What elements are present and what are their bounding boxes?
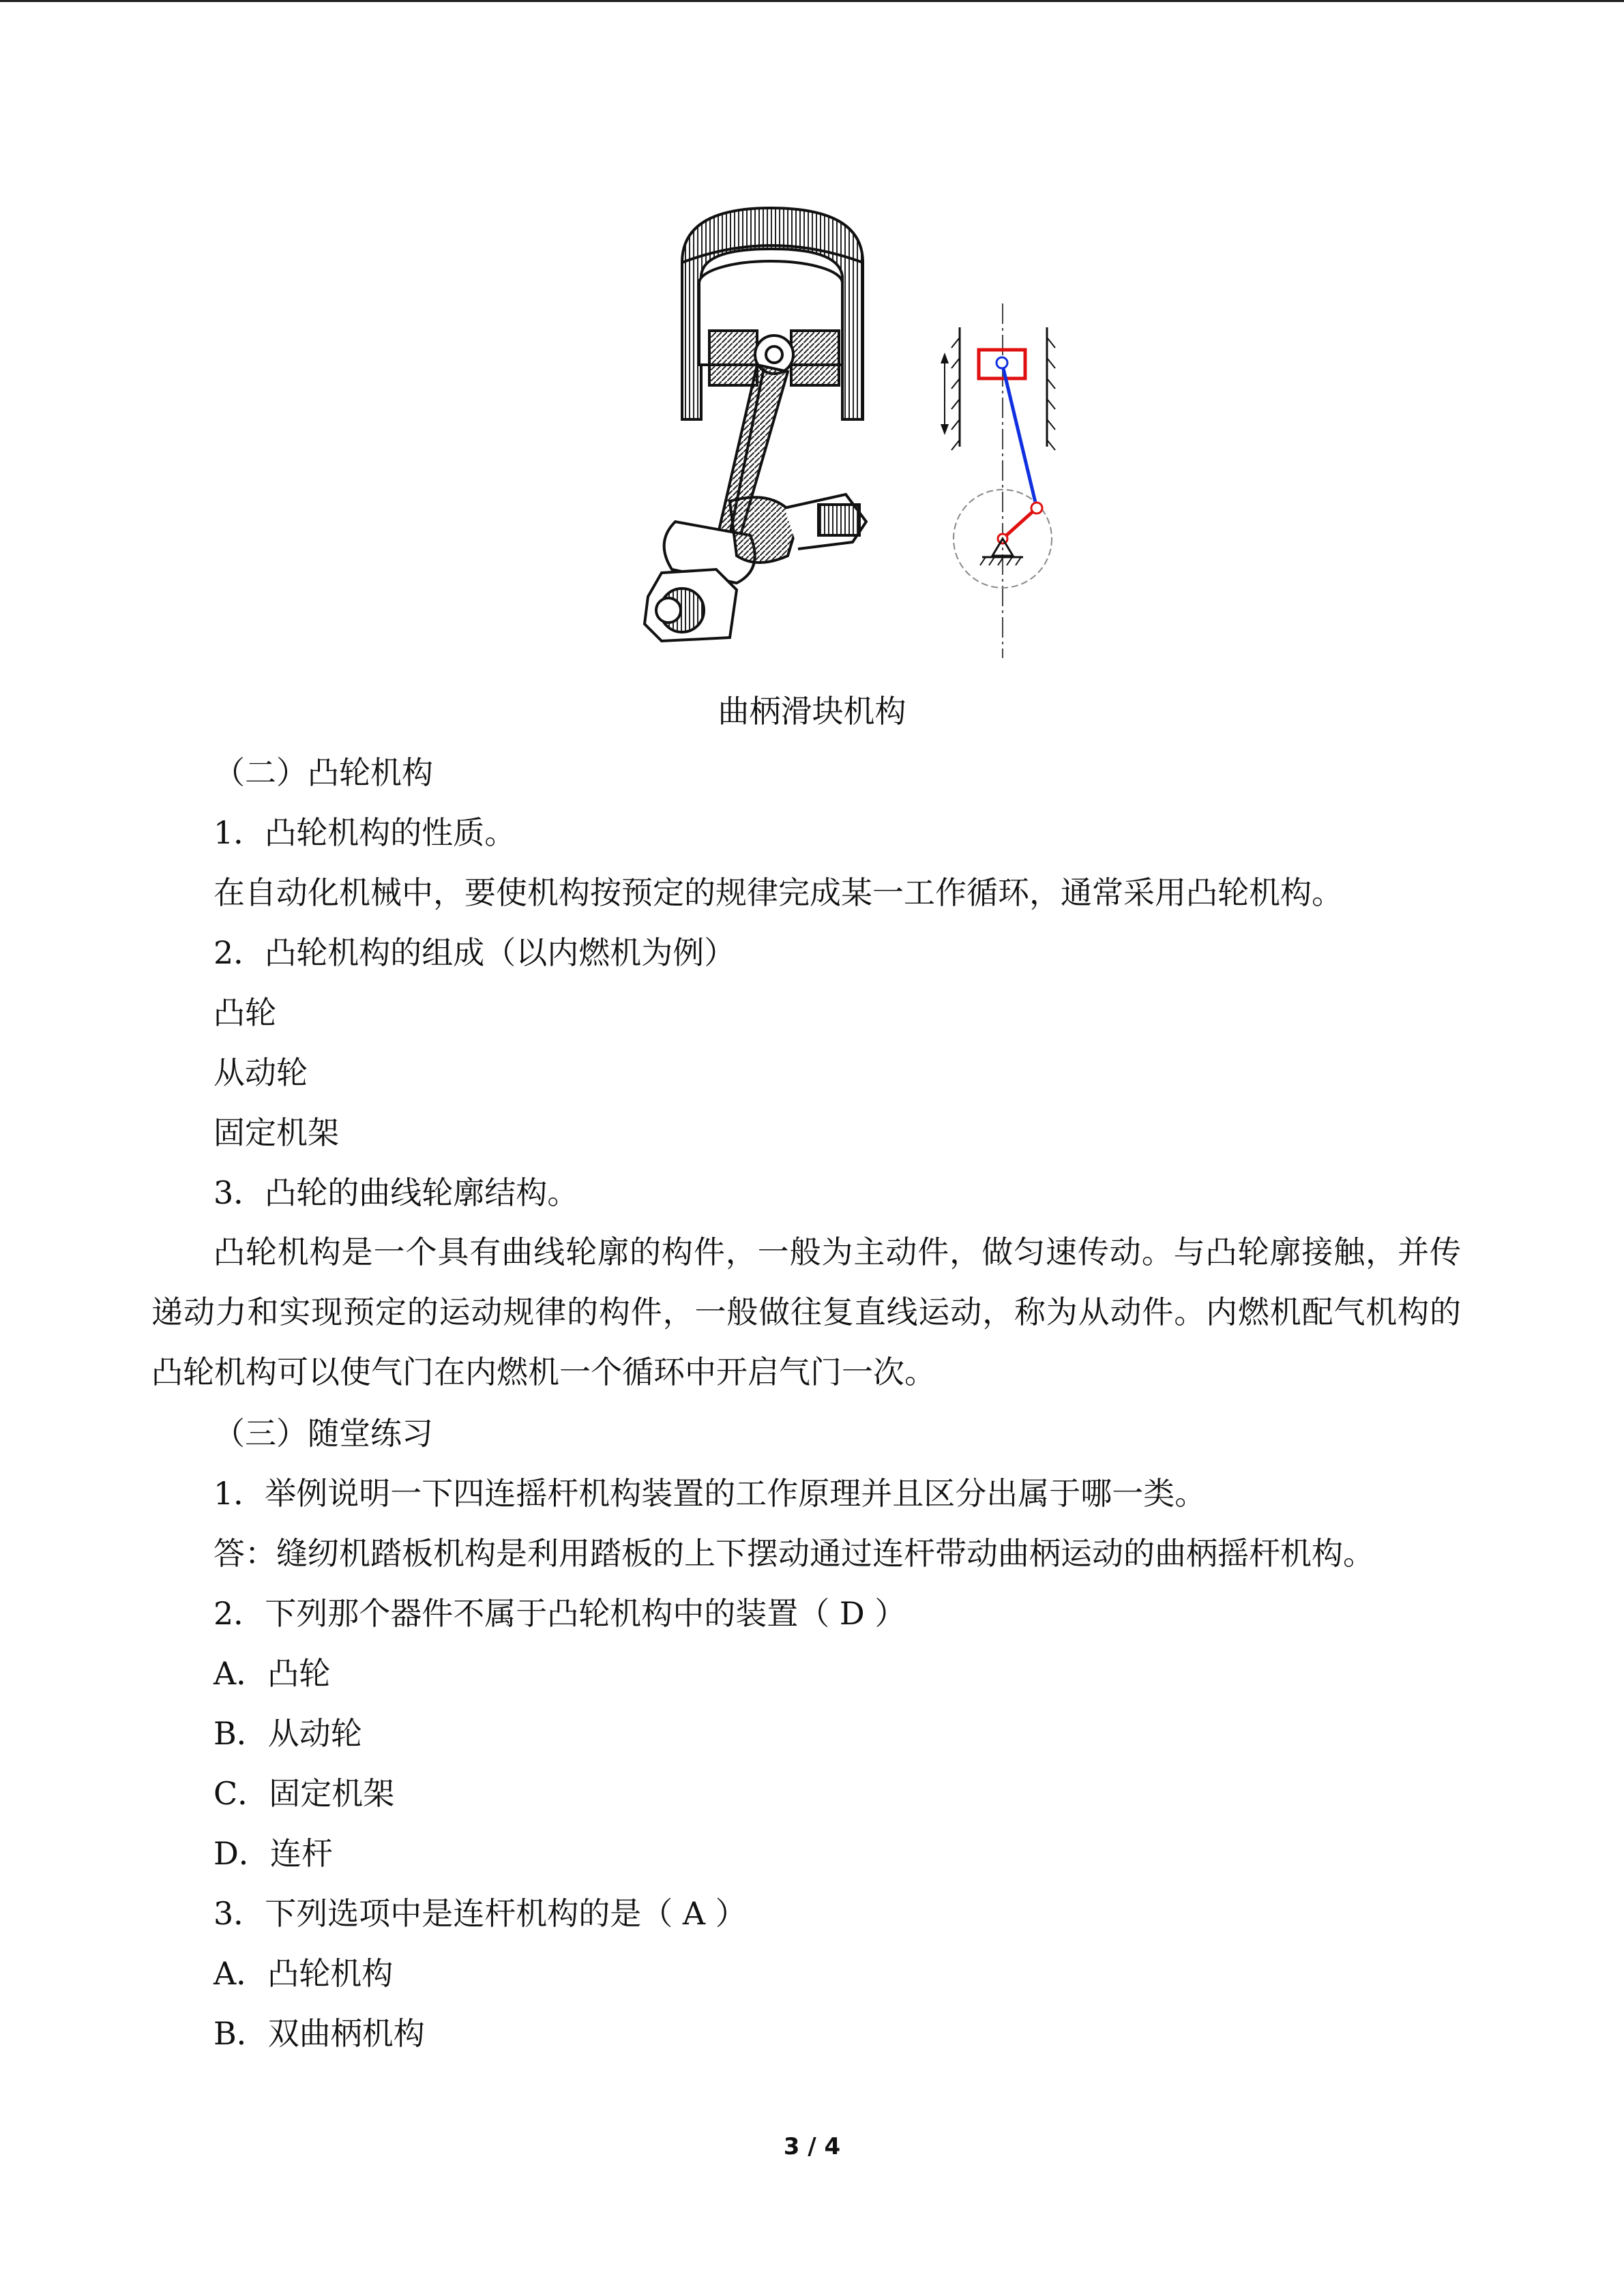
q2-option-d: D．连杆 <box>213 1835 333 1872</box>
section-heading-cam: （二）凸轮机构 <box>213 754 433 791</box>
question-1: 1．举例说明一下四连摇杆机构装置的工作原理并且区分出属于哪一类。 <box>213 1475 1207 1512</box>
component-frame: 固定机架 <box>213 1114 339 1151</box>
crank-slider-figure <box>634 201 1071 665</box>
top-border <box>0 0 1624 2</box>
item-cam-profile: 3．凸轮的曲线轮廓结构。 <box>213 1174 579 1211</box>
question-2: 2．下列那个器件不属于凸轮机构中的装置（ D ） <box>213 1595 906 1632</box>
question-3: 3．下列选项中是连杆机构的是（ A ） <box>213 1895 747 1932</box>
component-follower: 从动轮 <box>213 1054 308 1091</box>
figure-caption: 曲柄滑块机构 <box>718 693 906 730</box>
answer-1: 答：缝纫机踏板机构是利用踏板的上下摆动通过连杆带动曲柄运动的曲柄摇杆机构。 <box>213 1535 1374 1572</box>
schematic-diagram <box>941 303 1055 658</box>
item-cam-composition: 2．凸轮机构的组成（以内燃机为例） <box>213 934 736 971</box>
q3-option-b: B．双曲柄机构 <box>213 2015 425 2052</box>
piston-drawing <box>645 208 866 641</box>
q2-option-b: B．从动轮 <box>213 1715 362 1752</box>
q3-option-a: A．凸轮机构 <box>213 1955 394 1992</box>
section-heading-exercise: （三）随堂练习 <box>213 1415 433 1452</box>
text-cam-nature: 在自动化机械中，要使机构按预定的规律完成某一工作循环，通常采用凸轮机构。 <box>213 874 1343 911</box>
cam-paragraph: 凸轮机构是一个具有曲线轮廓的构件，一般为主动件，做匀速传动。与凸轮廓接触，并传递动力和实现预定的运动规律的构件，一般做往复直线运动，称为从动件。内燃机配气机构的凸轮机构可以使气门在内燃机一个循环中开启气门一次。 <box>151 1234 1461 1390</box>
q2-option-c: C．固定机架 <box>213 1775 395 1812</box>
component-cam: 凸轮 <box>213 994 276 1031</box>
q2-option-a: A．凸轮 <box>213 1655 331 1692</box>
item-cam-nature: 1．凸轮机构的性质。 <box>213 814 516 851</box>
page-number: 3 / 4 <box>783 2133 841 2160</box>
